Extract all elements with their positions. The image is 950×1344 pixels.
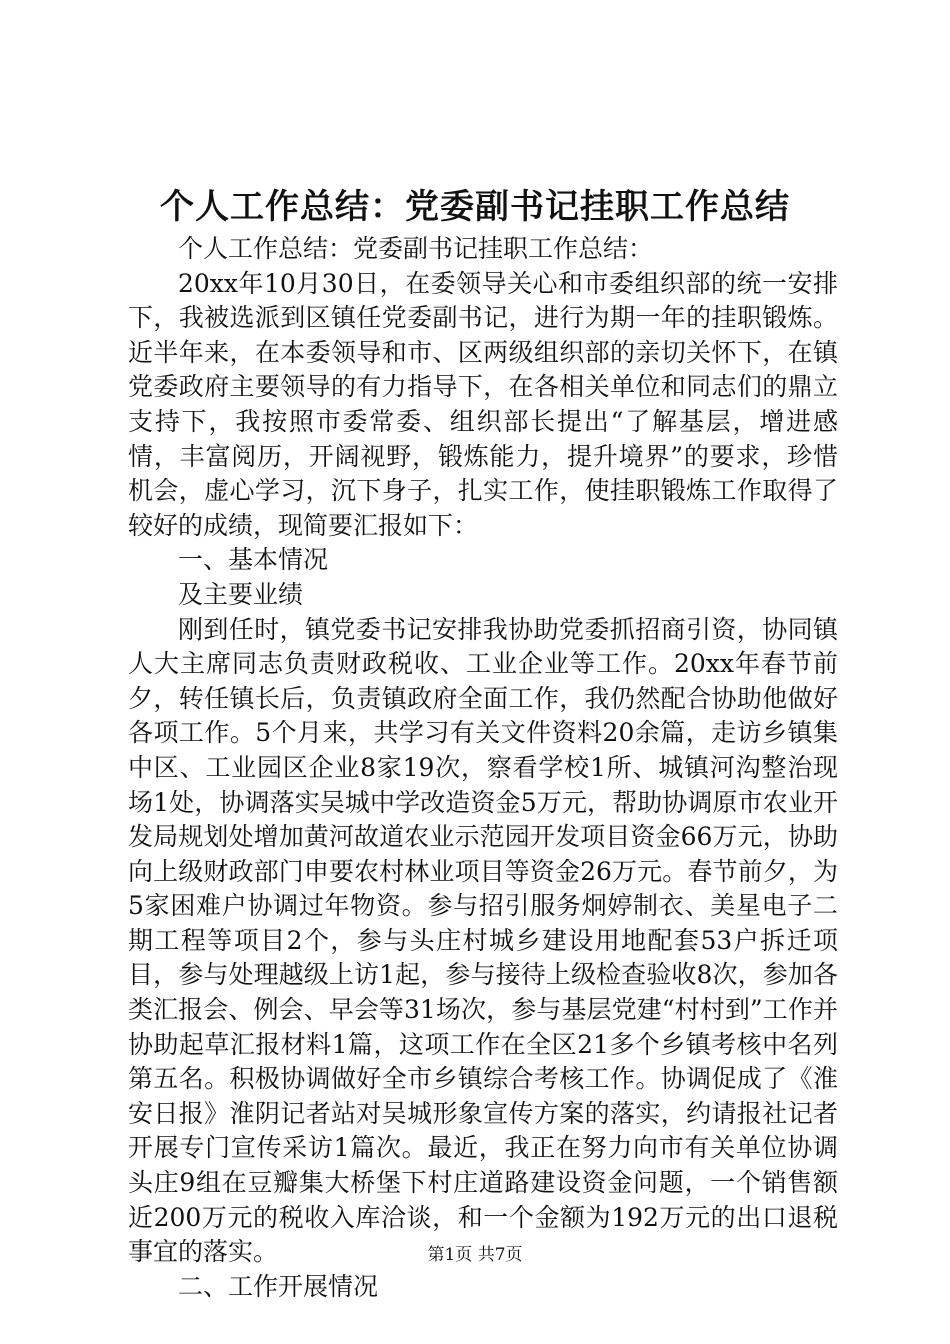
intro-paragraph: 个人工作总结：党委副书记挂职工作总结： [178,234,654,263]
document-title: 个人工作总结：党委副书记挂职工作总结 [160,187,790,227]
document-body [128,232,838,1304]
section-heading-basic: 一、基本情况 [178,545,329,575]
section-heading-achievements: 及主要业绩 [178,579,304,609]
achievements-paragraph: 刚到任时，镇党委书记安排我协助党委抓招商引资，协同镇人大主席同志负责财政税收、工业企业等工作。20xx年春节前夕，转任镇长后，负责镇政府全面工作，我仍然配合协助他做好各项工作。5个月来，共学习有关文件资料20余篇，走访乡镇集中区、工业园区企业8家19次，察看学校1所、城镇河沟整治现场1处，协调落实吴城中学改造资金5万元，帮助协调原市农业开发局规划处增加黄河故道农业示范园开发项目资金66万元，协助向上级财政部门申要农村林业项目等资金26万元。春节前夕，为5家困难户协调过年物资。参与招引服务炯婷制衣、美星电子二期工程等项目2个，参与头庄村城乡建设用地配套53户拆迁项目，参与处理越级上访1起，参与接待上级检查验收8次，参加各类汇报会、例会、早会等31场次，参与基层党建“村村到”工作并协助起草汇报材料1篇，这项工作在全区21多个乡镇考核中名列第五名。积极协调做好全市乡镇综合考核工作。协调促成了《淮安日报》淮阴记者站对吴城形象宣传方案的落实，约请报社记者开展专门宣传采访1篇次。最近，我正在努力向市有关单位协调头庄9组在豆瓣集大桥堡下村庄道路建设资金问题，一个销售额近200万元的税收入库洽谈，和一个金额为192万元的出口退税事宜的落实。 [128,614,838,1267]
background-paragraph: 20xx年10月30日，在委领导关心和市委组织部的统一安排下，我被选派到区镇任党委副书记，进行为期一年的挂职锻炼。近半年来，在本委领导和市、区两级组织部的亲切关怀下，在镇党委政府主要领导的有力指导下，在各相关单位和同志们的鼎立支持下，我按照市委常委、组织部长提出“了解基层，增进感情，丰富阅历，开阔视野，锻炼能力，提升境界”的要求，珍惜机会，虚心学习，沉下身子，扎实工作，使挂职锻炼工作取得了较好的成绩，现简要汇报如下： [128,268,838,540]
page-number: 第1页 共7页 [427,1245,523,1265]
section-heading-work: 二、工作开展情况 [178,1271,379,1301]
